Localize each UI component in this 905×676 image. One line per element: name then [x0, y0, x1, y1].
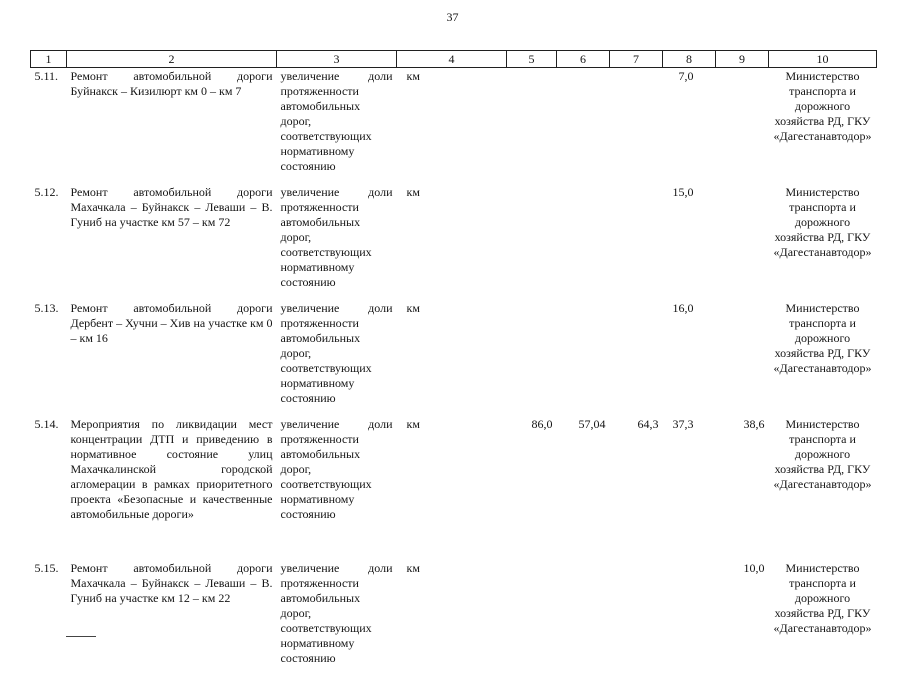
value-col6: [557, 300, 610, 416]
indicator-text: увеличение доли протяженности автомобильных дорог, соответствующих нормативному состоянию: [280, 417, 393, 521]
col-header-1: 1: [31, 51, 67, 68]
indicator-text: увеличение доли протяженности автомобильных дорог, соответствующих нормативному состоянию: [280, 561, 393, 665]
col-header-6: 6: [557, 51, 610, 68]
page-number: 37: [446, 10, 459, 24]
measure-name: Ремонт автомобильной дороги Буйнакск – Кизилюрт км 0 – км 7: [70, 69, 273, 98]
indicator-text: увеличение доли протяженности автомобильных дорог, соответствующих нормативному состоянию: [280, 69, 393, 173]
value-col8: 7,0: [678, 69, 694, 83]
footnote-rule: [66, 636, 96, 637]
col-header-4: 4: [397, 51, 507, 68]
value-col5: 86,0: [531, 417, 553, 431]
value-col8: 16,0: [672, 301, 694, 315]
unit-cell: км: [406, 561, 420, 575]
measure-name: Ремонт автомобильной дороги Махачкала – Буйнакск – Леваши – В. Гуниб на участке км 57 – км 72: [70, 185, 273, 229]
responsible-executor: Министерство транспорта и дорожного хозяйства РД, ГКУ «Дагестанавтодор»: [773, 417, 872, 491]
measure-name: Ремонт автомобильной дороги Махачкала – Буйнакск – Леваши – В. Гуниб на участке км 12 – км 22: [70, 561, 273, 605]
value-col9: [716, 68, 769, 185]
row-number: 5.12.: [34, 185, 59, 199]
unit-cell: км: [406, 417, 420, 431]
col-header-7: 7: [610, 51, 663, 68]
responsible-executor: Министерство транспорта и дорожного хозяйства РД, ГКУ «Дагестанавтодор»: [773, 561, 872, 635]
col-header-2: 2: [67, 51, 277, 68]
value-col6: [557, 68, 610, 185]
value-col6: [557, 184, 610, 300]
col-header-9: 9: [716, 51, 769, 68]
value-col9: 38,6: [743, 417, 765, 431]
col-header-5: 5: [507, 51, 557, 68]
value-col8: [663, 560, 716, 676]
col-header-3: 3: [277, 51, 397, 68]
measure-name: Мероприятия по ликвидации мест концентрации ДТП и приведению в нормативное состояние улиц Махачкалинской городской агломерации в рамках приоритетного проекта «Безопасные и качественные автомобильные дороги»: [70, 417, 273, 521]
value-col8: 15,0: [672, 185, 694, 199]
row-number: 5.13.: [34, 301, 59, 315]
table-row: [31, 300, 877, 416]
value-col7: 64,3: [637, 417, 659, 431]
unit-cell: км: [406, 301, 420, 315]
value-col7: [610, 560, 663, 676]
measure-name: Ремонт автомобильной дороги Дербент – Хучни – Хив на участке км 0 – км 16: [70, 301, 273, 345]
responsible-executor: Министерство транспорта и дорожного хозяйства РД, ГКУ «Дагестанавтодор»: [773, 185, 872, 259]
table-row: [31, 184, 877, 300]
table-row: [31, 416, 877, 560]
value-col9: 10,0: [743, 561, 765, 575]
value-col6: [557, 560, 610, 676]
row-number: 5.15.: [34, 561, 59, 575]
value-col5: [507, 184, 557, 300]
col-header-10: 10: [769, 51, 877, 68]
value-col8: 37,3: [672, 417, 694, 431]
responsible-executor: Министерство транспорта и дорожного хозяйства РД, ГКУ «Дагестанавтодор»: [773, 69, 872, 143]
value-col9: [716, 184, 769, 300]
row-number: 5.11.: [34, 69, 59, 83]
value-col9: [716, 300, 769, 416]
unit-cell: км: [406, 69, 420, 83]
table-row: [31, 560, 877, 676]
value-col6: 57,04: [578, 417, 606, 431]
indicator-text: увеличение доли протяженности автомобильных дорог, соответствующих нормативному состоянию: [280, 301, 393, 405]
col-header-8: 8: [663, 51, 716, 68]
value-col7: [610, 184, 663, 300]
program-table: [30, 50, 877, 676]
responsible-executor: Министерство транспорта и дорожного хозяйства РД, ГКУ «Дагестанавтодор»: [773, 301, 872, 375]
value-col5: [507, 68, 557, 185]
value-col5: [507, 300, 557, 416]
unit-cell: км: [406, 185, 420, 199]
value-col7: [610, 300, 663, 416]
table-row: [31, 68, 877, 185]
value-col7: [610, 68, 663, 185]
header-row: [31, 51, 877, 68]
row-number: 5.14.: [34, 417, 59, 431]
value-col5: [507, 560, 557, 676]
indicator-text: увеличение доли протяженности автомобильных дорог, соответствующих нормативному состоянию: [280, 185, 393, 289]
